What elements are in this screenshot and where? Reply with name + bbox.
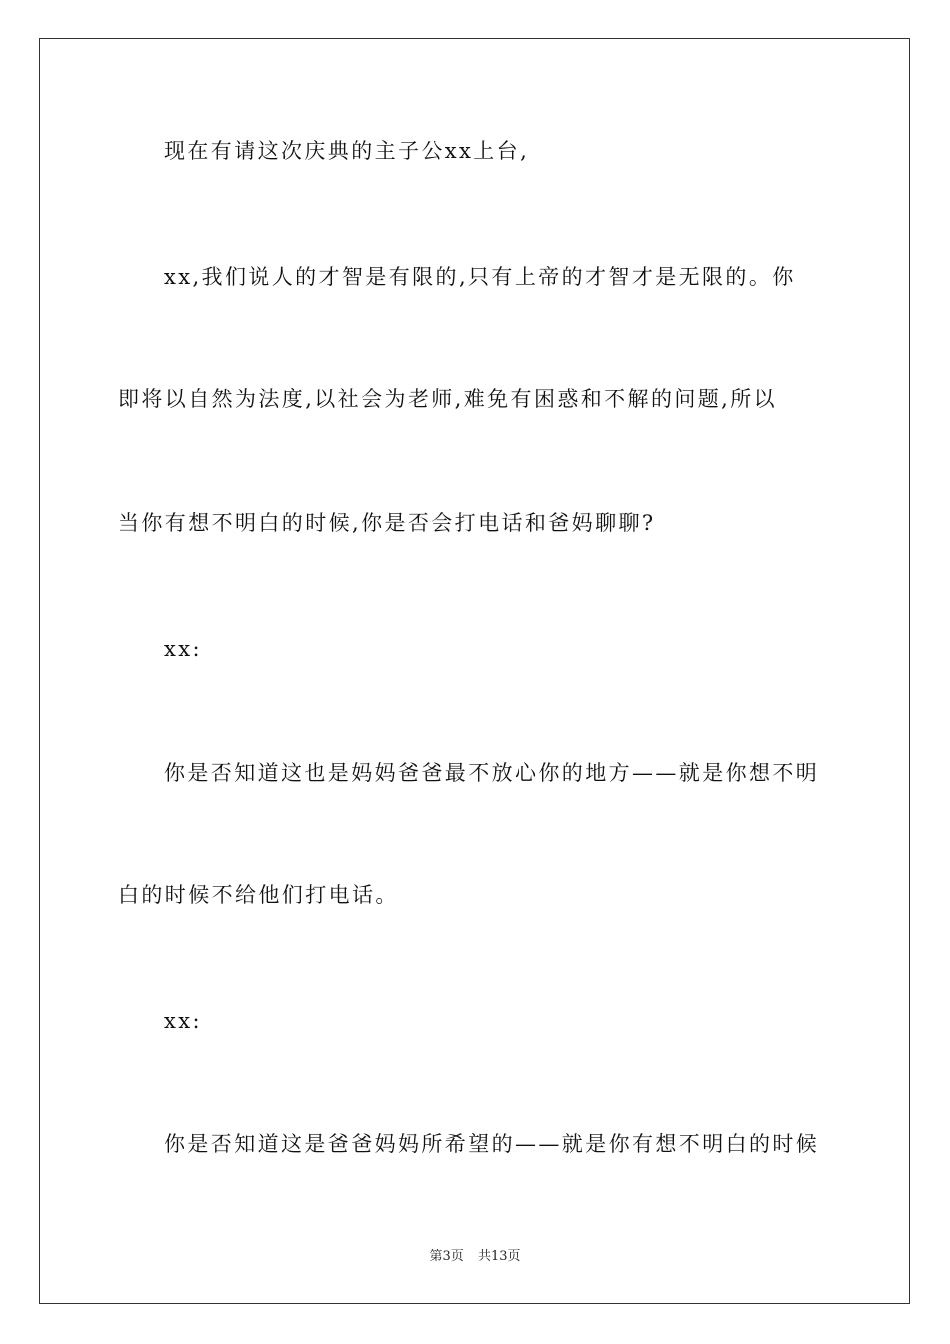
paragraph-line: 当你有想不明白的时候,你是否会打电话和爸妈聊聊? xyxy=(118,511,656,535)
paragraph-line: xx,我们说人的才智是有限的,只有上帝的才智才是无限的。你 xyxy=(164,265,796,289)
paragraph-line: 现在有请这次庆典的主子公xx上台, xyxy=(164,139,530,163)
total-pages: 共13页 xyxy=(477,1249,521,1264)
page-frame xyxy=(39,38,910,1304)
paragraph-line: 白的时候不给他们打电话。 xyxy=(118,883,399,907)
paragraph-line: xx: xyxy=(164,1009,202,1033)
paragraph-line: xx: xyxy=(164,637,202,661)
page-number: 第3页 xyxy=(429,1249,464,1264)
paragraph-line: 你是否知道这也是妈妈爸爸最不放心你的地方——就是你想不明 xyxy=(164,761,820,785)
paragraph-line: 即将以自然为法度,以社会为老师,难免有困惑和不解的问题,所以 xyxy=(118,387,778,411)
page-footer xyxy=(0,1245,950,1264)
paragraph-line: 你是否知道这是爸爸妈妈所希望的——就是你有想不明白的时候 xyxy=(164,1132,820,1156)
